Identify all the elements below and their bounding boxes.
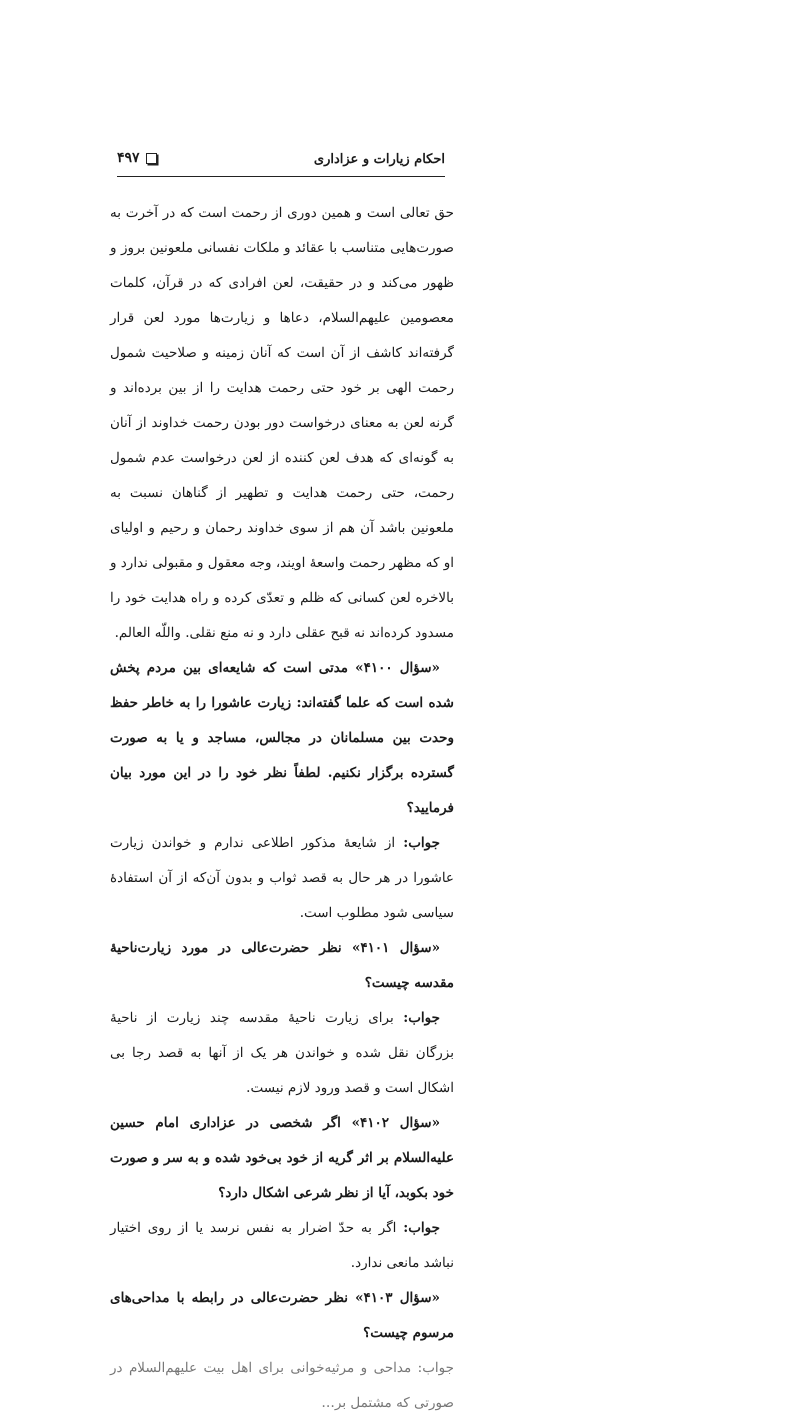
square-box-icon [146, 153, 157, 164]
question-4101: «سؤال ۴۱۰۱» نظر حضرت‌عالی در مورد زیارت‌ناحیهٔ مقدسه چیست؟ [110, 940, 454, 991]
page-number-group [117, 150, 157, 166]
answer-4102 [110, 1211, 454, 1281]
paragraph-continued: حق تعالی است و همین دوری از رحمت است که در آخرت به صورت‌هایی متناسب با عقائد و ملکات نفسانی ملعونین بروز و ظهور می‌کند و در حقیقت، لعن افرادی که در قرآن، کلمات معصومین علیهم‌السلام، دعاها و زیارت‌ها مورد لعن قرار گرفته‌اند کاشف از آن است که آنان زمینه و صلاحیت شمول رحمت الهی بر خود حتی رحمت هدایت را از بین برده‌اند و گرنه لعن به معنای درخواست دور بودن رحمت خداوند از آنان به گونه‌ای که هدف لعن کننده از لعن درخواست عدم شمول رحمت، حتی رحمت هدایت و تطهیر از گناهان نسبت به ملعونین باشد آن هم از سوی خداوند رحمان و رحیم و اولیای او که مظهر رحمت واسعهٔ اویند، وجه معقول و مقبولی ندارد و بالاخره لعن کسانی که ظلم و تعدّی کرده و راه هدایت خود را مسدود کرده‌اند نه قبح عقلی دارد و نه منع نقلی. واللّه العالم. [109, 205, 454, 641]
page-body [109, 196, 454, 1411]
answer-text: اگر به حدّ اضرار به نفس نرسد یا از روی اختیار نباشد مانعی ندارد. [110, 1220, 454, 1271]
question-4103: «سؤال ۴۱۰۳» نظر حضرت‌عالی در رابطه با مداحی‌های مرسوم چیست؟ [110, 1290, 454, 1341]
partial-line: جواب: مداحی و مرثیه‌خوانی برای اهل بیت علیهم‌السلام در صورتی که مشتمل بر… [110, 1360, 454, 1411]
answer-label: جواب: [403, 835, 440, 851]
question-4102: «سؤال ۴۱۰۲» اگر شخصی در عزاداری امام حسین علیه‌السلام بر اثر گریه از خود بی‌خود شده و به سر و صورت خود بکوبد، آیا از نظر شرعی اشکال دارد؟ [110, 1115, 454, 1201]
answer-label: جواب: [403, 1220, 440, 1236]
answer-text: از شایعهٔ مذکور اطلاعی ندارم و خواندن زیارت عاشورا در هر حال به قصد ثواب و بدون آن‌که از آن استفادهٔ سیاسی شود مطلوب است. [110, 835, 454, 921]
question-4100: «سؤال ۴۱۰۰» مدتی است که شایعه‌ای بین مردم پخش شده است که علما گفته‌اند: زیارت عاشورا را به خاطر حفظ وحدت بین مسلمانان در مجالس، مساجد و یا به صورت گسترده برگزار نکنیم. لطفاً نظر خود را در این مورد بیان فرمایید؟ [110, 660, 454, 816]
running-title: احکام زیارات و عزاداری [313, 152, 445, 167]
answer-text: برای زیارت ناحیهٔ مقدسه چند زیارت از ناحیهٔ بزرگان نقل شده و خواندن هر یک از آنها به قصد رجا بی اشکال است و قصد ورود لازم نیست. [110, 1010, 454, 1096]
answer-4101 [110, 1001, 454, 1106]
running-header [117, 148, 445, 177]
answer-label: جواب: [403, 1010, 440, 1026]
answer-4100 [110, 826, 454, 931]
page-number: ۴۹۷ [117, 150, 140, 166]
